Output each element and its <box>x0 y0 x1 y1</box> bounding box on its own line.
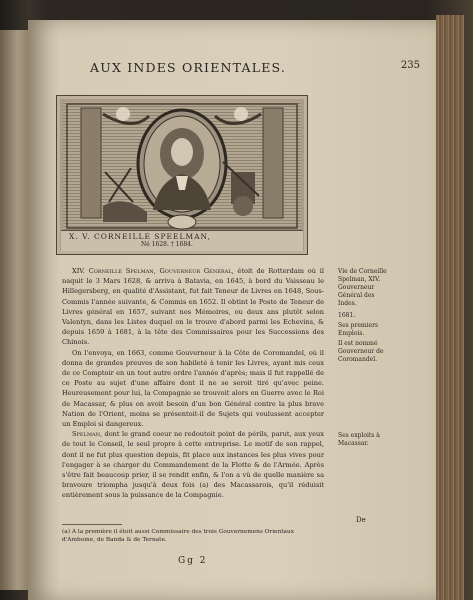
paragraph-lead: XIV. Corneille Spelman, Gouverneur Général, <box>72 267 234 275</box>
left-page-edge <box>0 30 30 590</box>
paragraph-text: On l'envoya, en 1663, comme Gouverneur à la Côte de Coromandel, où il donna de grandes preuves de son habileté à tenir les Livres, ayant mis ceux de ce Comptoir en un tout autre ordre l'année d'après; mais il fut rappellé de ce Poste au sujet d'une affaire dont il ne se seroit tiré qu'avec peine. Heureusement pour lui, la Compagnie se trouvoit alors en Guerre avec le Roi de Macassar, & plus on avoit besoin d'un bon Général contre la plus brave Nation de l'Orient, moins se présentoit-il de Sujets qui voulussent accepter un Emploi si dangereux. <box>62 348 324 429</box>
margin-note: Ses exploits à Macassar. <box>338 432 380 447</box>
margin-note: Vie de Corneille Spelman, XIV. Gouverneur Général des Indes. <box>338 268 387 307</box>
running-title: AUX INDES ORIENTALES. <box>90 60 287 75</box>
paragraph <box>62 429 324 500</box>
page-number: 235 <box>400 60 420 71</box>
paragraph-text: étoit de Rotterdam où il naquit le 3 Mars 1628, & arriva à Batavia, en 1645, à bord du Vaisseau le Hillegersberg, en qualité d'Assistant, fut fait Teneur de Livres en 1648, Sous-Commis l'année suivante, & Commis en 1652. Il obtint le Poste de Teneur de Livres général en 1657, suivant nos Mémoires, ou deux ans plutôt selon Valentyn, dans les Listes duquel on le trouve d'abord parmi les Echevins, & depuis 1659 à 1681, à la tête des Commissaires pour les Successions des Chinois. <box>62 267 324 347</box>
footnote-rule <box>62 524 122 525</box>
catchword: De <box>356 516 366 524</box>
margin-note: Il est nommé Gouverneur de Coromandel. <box>338 340 384 363</box>
caption-name: X. V. CORNEILLE SPEELMAN, <box>69 232 212 241</box>
body-text <box>62 266 324 501</box>
page-fore-edge <box>436 15 464 600</box>
page-header <box>90 58 420 80</box>
paragraph <box>62 266 324 348</box>
caption-dates: Né 1628. † 1684. <box>141 241 193 248</box>
paragraph-text: dont le grand coeur ne redoutoit point de périls, parut, aux yeux de tout le Conseil, le seul propre à cette entreprise. Le motif de son rappel, dont il ne fut plus question depuis, fit place aux instances les plus vives pour l'engager à se charger du Commandement de la Flotte & de l'Armée. Après s'être fait beaucoup prier, il se rendit enfin, & l'on a vû de quelle manière sa bravoure triompha jusqu'à deux fois (a) des Macassarois, qu'il réduisit entièrement sous la puissance de la Compagnie. <box>62 430 324 500</box>
engraving-background <box>63 102 301 248</box>
portrait-illustration <box>63 102 301 232</box>
paragraph <box>62 348 324 430</box>
engraving-caption <box>61 230 303 251</box>
margin-note: 1681. <box>338 312 356 319</box>
margin-note: Ses premiers Emplois. <box>338 322 379 337</box>
footnote: (a) A la première il étoit aussi Commissaire des trois Gouvernemens Orientaux d'Amboine, de Banda & de Ternate. <box>62 529 295 543</box>
paragraph-lead: Spelman, <box>72 430 103 439</box>
signature-mark: Gg 2 <box>178 556 208 566</box>
portrait-engraving <box>56 95 308 255</box>
